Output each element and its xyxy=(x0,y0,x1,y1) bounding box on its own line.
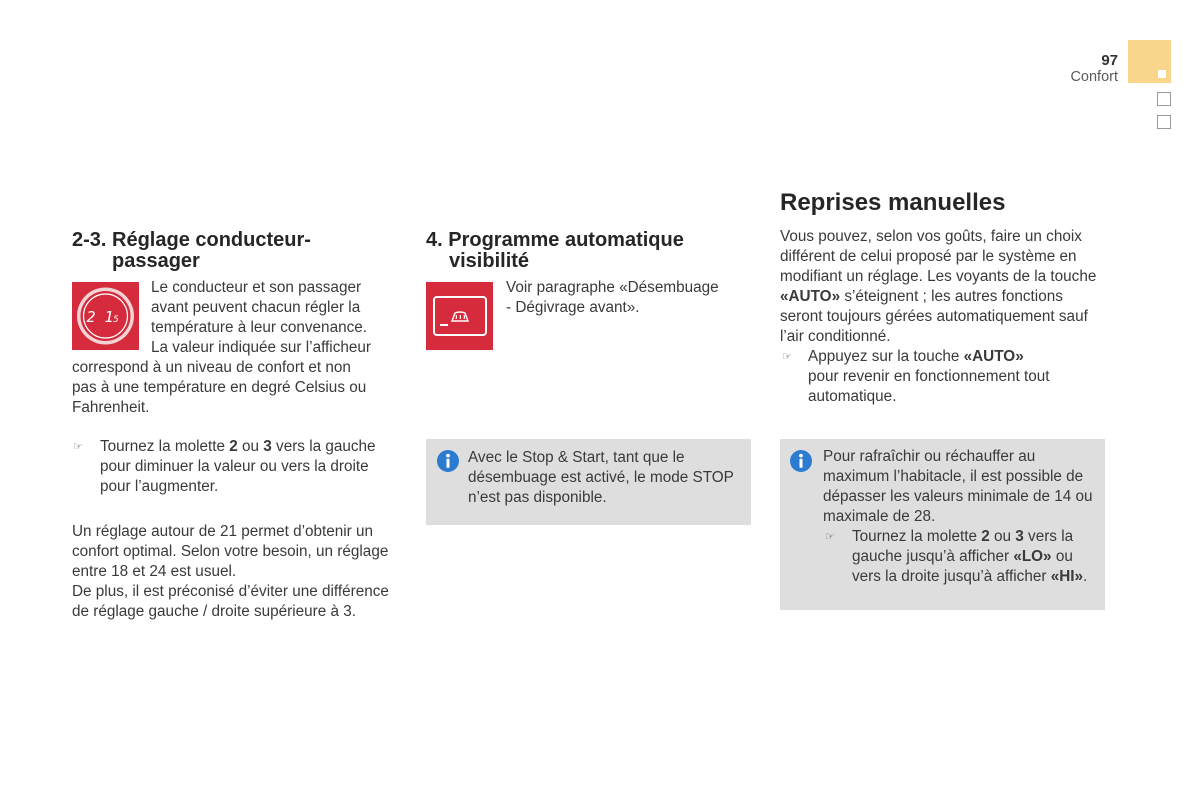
bullet-text xyxy=(852,527,1087,587)
text-line xyxy=(852,567,1087,587)
bold-text: «LO» xyxy=(1013,548,1052,565)
text-run: pour revenir en fonctionnement tout xyxy=(808,368,1050,385)
text-run: - Dégivrage avant». xyxy=(506,299,640,316)
text-run: désembuage est activé, le mode STOP xyxy=(468,469,734,486)
section-tab-marker xyxy=(1158,70,1166,78)
text-line xyxy=(780,307,1096,327)
text-line xyxy=(72,562,389,582)
section-square xyxy=(1157,115,1171,129)
text-run: Un réglage autour de 21 permet d’obtenir un xyxy=(72,523,374,540)
pointing-hand-bullet-icon: ☞ xyxy=(782,350,792,363)
text-run: dépasser les valeurs minimale de 14 ou xyxy=(823,488,1093,505)
text-run: Voir paragraphe «Désembuage xyxy=(506,279,719,296)
text-run: maximale de 28. xyxy=(823,508,936,525)
info-note xyxy=(426,439,751,525)
text-run: Appuyez sur la touche xyxy=(808,348,964,365)
section-square xyxy=(1157,92,1171,106)
text-line xyxy=(780,327,1096,347)
text-line xyxy=(780,267,1096,287)
text-line xyxy=(808,367,1050,387)
text-line xyxy=(852,527,1087,547)
text-run: 4. Programme automatique xyxy=(426,229,684,251)
text-run: pas à une température en degré Celsius ou xyxy=(72,379,367,396)
text-run: s’éteignent ; les autres fonctions xyxy=(840,288,1063,305)
text-line xyxy=(780,247,1096,267)
text-run: Avec le Stop & Start, tant que le xyxy=(468,449,685,466)
text-run: température à leur convenance. xyxy=(151,319,367,336)
text-run: de réglage gauche / droite supérieure à 3. xyxy=(72,603,357,620)
text-run: différent de celui proposé par le système en xyxy=(780,248,1077,265)
text-run: ou xyxy=(237,438,264,455)
text-run: Tournez la molette xyxy=(852,528,982,545)
bold-text: 3 xyxy=(263,438,272,455)
text-line xyxy=(468,468,734,488)
text-run: 2-3. Réglage conducteur- xyxy=(72,229,311,251)
text-run: Pour rafraîchir ou réchauffer au xyxy=(823,448,1036,465)
text-line xyxy=(808,387,1050,407)
text-line xyxy=(72,542,389,562)
note-text xyxy=(823,447,1093,527)
pointing-hand-bullet-icon: ☞ xyxy=(825,530,835,543)
paragraph xyxy=(780,227,1096,347)
text-run: Tournez la molette xyxy=(100,438,230,455)
text-line xyxy=(426,230,684,251)
text-run: avant peuvent chacun régler la xyxy=(151,299,361,316)
text-line xyxy=(780,189,1005,217)
bold-text: 2 xyxy=(229,438,238,455)
text-run: seront toujours gérées automatiquement sauf xyxy=(780,308,1088,325)
display-value: 2 1 xyxy=(86,308,114,326)
text-line xyxy=(72,398,371,418)
text-run: De plus, il est préconisé d’éviter une différence xyxy=(72,583,389,600)
text-line xyxy=(72,378,371,398)
text-line xyxy=(506,278,719,298)
text-run: La valeur indiquée sur l’afficheur xyxy=(151,339,371,356)
text-run: gauche jusqu’à afficher xyxy=(852,548,1014,565)
text-run: visibilité xyxy=(449,250,530,272)
text-line xyxy=(780,287,1096,307)
text-run: n’est pas disponible. xyxy=(468,489,607,506)
info-icon xyxy=(437,450,459,472)
text-line xyxy=(72,522,389,542)
text-line xyxy=(72,582,389,602)
text-line xyxy=(72,358,371,378)
text-line xyxy=(100,477,376,497)
text-line xyxy=(100,437,376,457)
text-run: Vous pouvez, selon vos goûts, faire un choix xyxy=(780,228,1082,245)
text-line xyxy=(808,347,1050,367)
text-run: vers la gauche xyxy=(271,438,376,455)
bold-text: 2 xyxy=(981,528,990,545)
text-run: Reprises manuelles xyxy=(780,189,1006,216)
text-run: vers la xyxy=(1023,528,1074,545)
text-line xyxy=(780,227,1096,247)
text-line xyxy=(823,487,1093,507)
text-run: passager xyxy=(112,250,200,272)
text-run: entre 18 et 24 est usuel. xyxy=(72,563,237,580)
note-text xyxy=(468,448,734,508)
display-decimal: 5 xyxy=(113,315,119,325)
text-run: confort optimal. Selon votre besoin, un réglage xyxy=(72,543,389,560)
text-run: ou xyxy=(1051,548,1073,565)
text-run: automatique. xyxy=(808,388,897,405)
text-line xyxy=(852,547,1087,567)
text-run: . xyxy=(1083,568,1088,585)
bold-text: «HI» xyxy=(1050,568,1083,585)
text-run: correspond à un niveau de confort et non xyxy=(72,359,351,376)
info-icon xyxy=(790,450,812,472)
text-line xyxy=(468,448,734,468)
temperature-display-icon xyxy=(72,282,139,350)
bold-text: «AUTO» xyxy=(963,348,1024,365)
bold-text: «AUTO» xyxy=(780,288,841,305)
text-line xyxy=(72,602,389,622)
info-note xyxy=(780,439,1105,610)
intro-text xyxy=(506,278,719,318)
paragraph xyxy=(72,522,389,622)
bold-text: 3 xyxy=(1015,528,1024,545)
text-line xyxy=(72,230,311,251)
bullet-text xyxy=(100,437,376,497)
text-run: pour l’augmenter. xyxy=(100,478,219,495)
text-run: l’air conditionné. xyxy=(780,328,891,345)
text-line xyxy=(506,298,719,318)
section-heading xyxy=(780,189,1005,217)
page-number: 97 xyxy=(1101,52,1118,69)
text-line xyxy=(823,447,1093,467)
text-line xyxy=(823,507,1093,527)
text-line xyxy=(426,251,684,272)
pointing-hand-bullet-icon: ☞ xyxy=(73,440,83,453)
text-run: vers la droite jusqu’à afficher xyxy=(852,568,1051,585)
section-name: Confort xyxy=(1070,69,1118,85)
text-run: Fahrenheit. xyxy=(72,399,150,416)
text-run: modifiant un réglage. Les voyants de la touche xyxy=(780,268,1097,285)
text-line xyxy=(468,488,734,508)
text-line xyxy=(72,251,311,272)
section-heading xyxy=(72,230,311,272)
section-heading xyxy=(426,230,684,272)
text-line xyxy=(823,467,1093,487)
bullet-text xyxy=(808,347,1050,407)
text-run: maximum l’habitacle, il est possible de xyxy=(823,468,1084,485)
windscreen-visibility-icon xyxy=(426,282,493,350)
text-run: Le conducteur et son passager xyxy=(151,279,362,296)
text-run: pour diminuer la valeur ou vers la droite xyxy=(100,458,369,475)
section-tab xyxy=(1128,40,1171,83)
text-line xyxy=(100,457,376,477)
text-run: ou xyxy=(989,528,1016,545)
